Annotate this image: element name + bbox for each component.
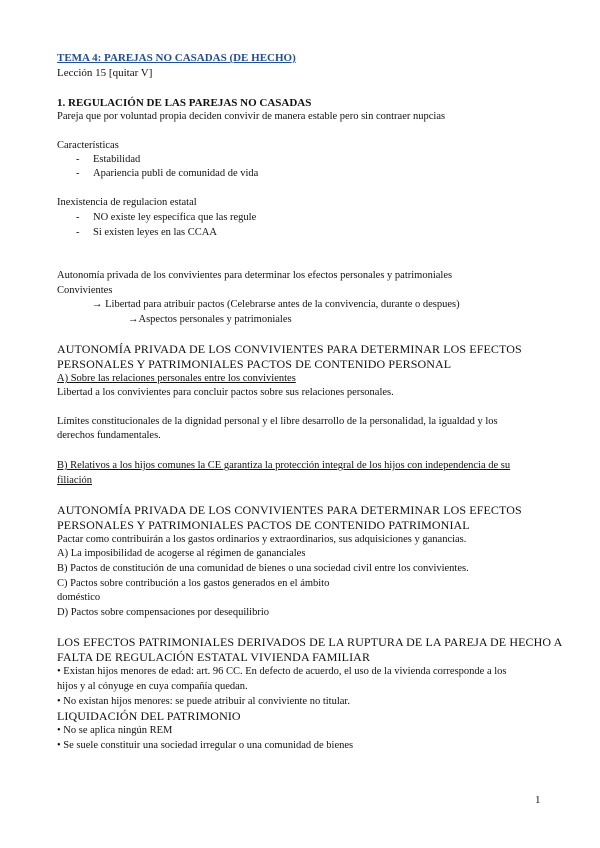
personal-subheading-b: filiación [57, 475, 92, 486]
caracteristicas-label: Características [57, 140, 119, 151]
list-item: NO existe ley específica que las regule [93, 212, 257, 223]
ruptura-bullet: hijos y al cónyuge en cuya compañía quedan. [57, 681, 248, 692]
list-item: Apariencia publi de comunidad de vida [93, 168, 259, 179]
document-title: TEMA 4: PAREJAS NO CASADAS (DE HECHO) [57, 52, 296, 64]
personal-heading: AUTONOMÍA PRIVADA DE LOS CONVIVIENTES PARA DETERMINAR LOS EFECTOS [57, 342, 522, 356]
autonomia-arrow-line: → Libertad para atribuir pactos (Celebrarse antes de la convivencia, durante o despues) [92, 299, 460, 310]
personal-limits: Límites constitucionales de la dignidad personal y el libre desarrollo de la personalidad, la igualdad y los [57, 416, 498, 427]
autonomia-line: Convivientes [57, 285, 113, 296]
patrimonial-item: A) La imposibilidad de acogerse al régimen de gananciales [57, 548, 306, 559]
list-dash: - [76, 227, 80, 238]
personal-subheading-b: B) Relativos a los hijos comunes la CE garantiza la protección integral de los hijos con independencia de su [57, 460, 511, 471]
personal-subheading-a: A) Sobre las relaciones personales entre los convivientes [57, 373, 296, 384]
patrimonial-item: doméstico [57, 592, 101, 603]
ruptura-bullet: • No se aplica ningún REM [57, 725, 173, 736]
inexistencia-label: Inexistencia de regulacion estatal [57, 197, 197, 208]
patrimonial-intro: Pactar como contribuirán a los gastos ordinarios y extraordinarios, sus adquisiciones y ganancias. [57, 534, 467, 545]
ruptura-heading: LOS EFECTOS PATRIMONIALES DERIVADOS DE LA RUPTURA DE LA PAREJA DE HECHO A [57, 635, 563, 649]
page-number: 1 [535, 794, 541, 806]
ruptura-bullet: • Existan hijos menores de edad: art. 96 CC. En defecto de acuerdo, el uso de la vivienda corresponde a los [57, 666, 507, 677]
personal-heading: PERSONALES Y PATRIMONIALES PACTOS DE CONTENIDO PERSONAL [57, 357, 452, 371]
autonomia-line: Autonomía privada de los convivientes para determinar los efectos personales y patrimoniales [57, 270, 453, 281]
patrimonial-heading: PERSONALES Y PATRIMONIALES PACTOS DE CONTENIDO PATRIMONIAL [57, 518, 470, 532]
section-intro: Pareja que por voluntad propia deciden convivir de manera estable pero sin contraer nupcias [57, 111, 446, 122]
liquidacion-heading: LIQUIDACIÓN DEL PATRIMONIO [57, 709, 241, 723]
list-dash: - [76, 154, 80, 165]
list-item: Si existen leyes en las CCAA [93, 227, 217, 238]
ruptura-heading: FALTA DE REGULACIÓN ESTATAL VIVIENDA FAMILIAR [57, 650, 371, 664]
section-heading: 1. REGULACIÓN DE LAS PAREJAS NO CASADAS [57, 97, 312, 109]
patrimonial-heading: AUTONOMÍA PRIVADA DE LOS CONVIVIENTES PARA DETERMINAR LOS EFECTOS [57, 503, 522, 517]
ruptura-bullet: • Se suele constituir una sociedad irregular o una comunidad de bienes [57, 740, 354, 751]
personal-limits: derechos fundamentales. [57, 430, 161, 441]
patrimonial-item: D) Pactos sobre compensaciones por desequilibrio [57, 607, 269, 618]
ruptura-bullet: • No existan hijos menores: se puede atribuir al conviviente no titular. [57, 696, 350, 707]
list-dash: - [76, 212, 80, 223]
lesson-label: Lección 15 [quitar V] [57, 67, 153, 79]
patrimonial-item: C) Pactos sobre contribución a los gastos generados en el ámbito [57, 578, 330, 589]
list-item: Estabilidad [93, 154, 141, 165]
patrimonial-item: B) Pactos de constitución de una comunidad de bienes o una sociedad civil entre los convivientes. [57, 563, 469, 574]
personal-text-a: Libertad a los convivientes para concluir pactos sobre sus relaciones personales. [57, 387, 394, 398]
list-dash: - [76, 168, 80, 179]
autonomia-arrow-line: →Aspectos personales y patrimoniales [128, 314, 292, 325]
